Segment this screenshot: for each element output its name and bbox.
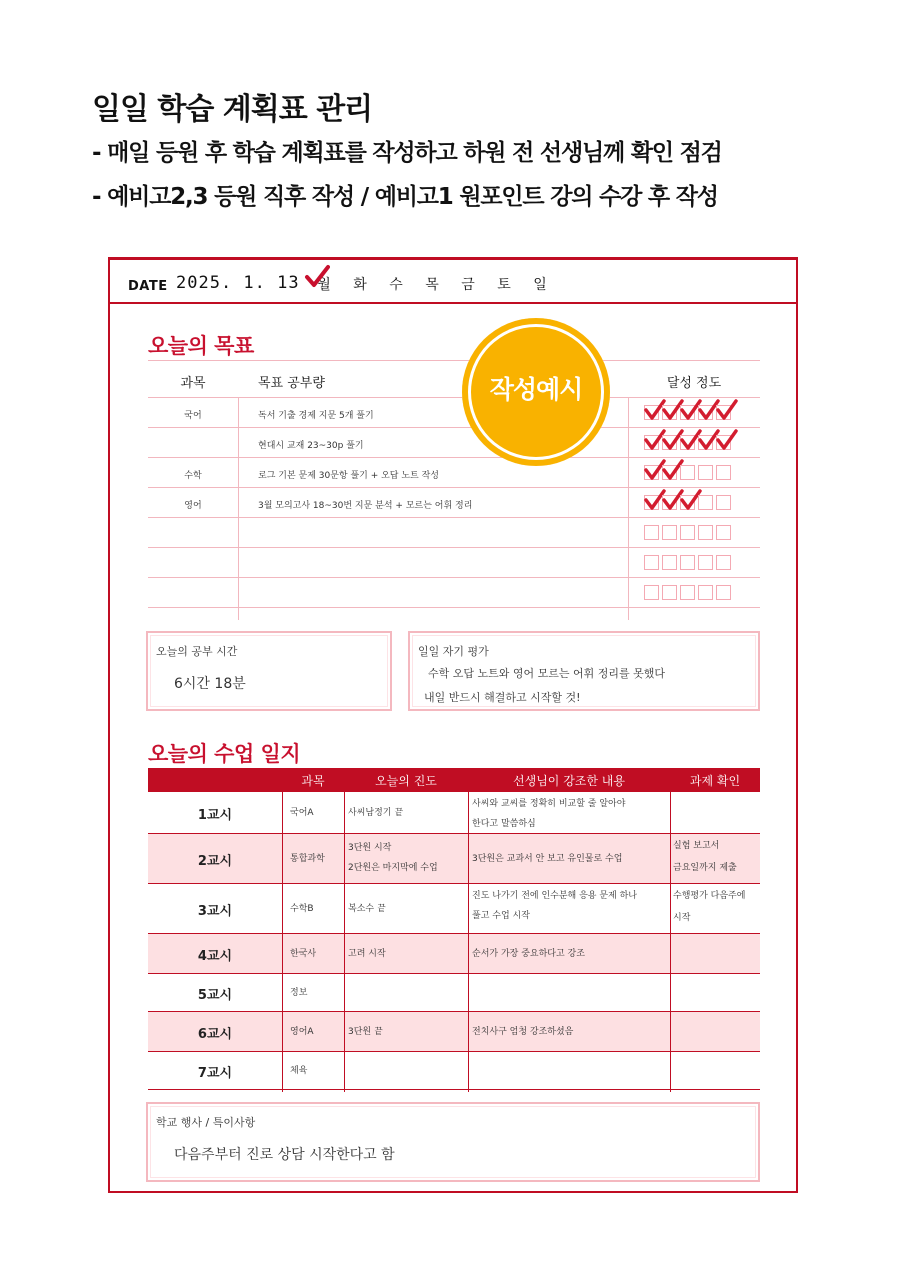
goals-col-rating: 달성 정도 <box>666 376 722 391</box>
lessons-col-emphasis: 선생님이 강조한 내용 <box>513 774 625 788</box>
weekday-option[interactable]: 목 <box>425 277 439 293</box>
goals-row <box>148 578 760 608</box>
events-text: 다음주부터 진로 상담 시작한다고 함 <box>174 1147 395 1163</box>
check-icon <box>716 399 738 421</box>
lesson-emphasis: 사씨와 교씨를 정확히 비교할 줄 알아야 <box>472 799 626 809</box>
weekday-option[interactable]: 수 <box>389 277 403 293</box>
self-eval-panel <box>408 631 760 711</box>
instruction-line-2: - 예비고2,3 등원 직후 작성 / 예비고1 원포인트 강의 수강 후 작성 <box>92 184 718 210</box>
rating-box-checked[interactable] <box>698 435 713 450</box>
lesson-task: 시작 <box>673 913 691 923</box>
lesson-progress: 고려 시작 <box>348 949 386 959</box>
goals-col-subject: 과목 <box>180 376 206 391</box>
goal-text: 독서 기출 경제 지문 5개 풀기 <box>258 411 374 421</box>
lesson-row <box>148 1052 760 1090</box>
lesson-emphasis: 한다고 말씀하심 <box>472 819 536 829</box>
rating-box-empty[interactable] <box>716 555 731 570</box>
weekday-option[interactable]: 일 <box>533 277 547 293</box>
rating-box-empty[interactable] <box>662 555 677 570</box>
rating-box-checked[interactable] <box>698 405 713 420</box>
lessons-col-progress: 오늘의 진도 <box>375 774 437 788</box>
goal-text: 로그 기본 문제 30문항 풀기 + 오답 노트 작성 <box>258 471 439 481</box>
lesson-subject: 국어A <box>290 808 314 818</box>
goals-col-goal: 목표 공부량 <box>258 376 325 391</box>
rating-box-checked[interactable] <box>662 435 677 450</box>
rating-box-empty[interactable] <box>644 555 659 570</box>
rating-box-empty[interactable] <box>680 555 695 570</box>
rating-box-empty[interactable] <box>662 585 677 600</box>
rating-box-checked[interactable] <box>716 435 731 450</box>
lessons-divider <box>282 792 283 1092</box>
goal-text: 현대시 교재 23~30p 풀기 <box>258 441 364 451</box>
check-icon <box>716 429 738 451</box>
lesson-emphasis: 진도 나가기 전에 인수분해 응용 문제 하나 <box>472 891 637 901</box>
instruction-line-1: - 매일 등원 후 학습 계획표를 작성하고 하원 전 선생님께 확인 점검 <box>92 140 722 166</box>
lesson-emphasis: 3단원은 교과서 안 보고 유인물로 수업 <box>472 854 623 864</box>
rating-box-checked[interactable] <box>680 435 695 450</box>
lesson-subject: 수학B <box>290 904 314 914</box>
goals-row <box>148 458 760 488</box>
rating-boxes <box>644 555 731 570</box>
rating-box-empty[interactable] <box>680 525 695 540</box>
lesson-period: 1교시 <box>197 808 233 823</box>
rating-boxes <box>644 405 731 420</box>
lesson-progress: 사씨남정기 끝 <box>348 808 404 818</box>
lesson-emphasis: 풀고 수업 시작 <box>472 911 530 921</box>
example-stamp <box>462 318 610 466</box>
goal-subject: 수학 <box>184 471 202 481</box>
study-time-label: 오늘의 공부 시간 <box>156 645 238 658</box>
rating-box-empty[interactable] <box>698 495 713 510</box>
rating-box-empty[interactable] <box>698 465 713 480</box>
lessons-header <box>148 768 760 792</box>
rating-box-empty[interactable] <box>644 585 659 600</box>
goals-row <box>148 518 760 548</box>
check-icon <box>304 264 330 290</box>
lesson-row <box>148 884 760 934</box>
rating-box-checked[interactable] <box>644 405 659 420</box>
lessons-rows <box>148 792 760 1090</box>
rating-box-empty[interactable] <box>716 495 731 510</box>
stamp-text: 작성예시 <box>489 375 583 404</box>
lesson-task: 수행평가 다음주에 <box>673 891 746 901</box>
weekday-option[interactable]: 화 <box>353 277 367 293</box>
rating-box-empty[interactable] <box>698 585 713 600</box>
lesson-period: 6교시 <box>197 1027 233 1042</box>
rating-box-checked[interactable] <box>662 405 677 420</box>
date-row <box>110 260 796 304</box>
lesson-progress: 복소수 끝 <box>348 904 386 914</box>
lesson-subject: 체육 <box>290 1066 308 1076</box>
lesson-period: 4교시 <box>197 949 233 964</box>
weekday-option-selected[interactable] <box>306 274 342 294</box>
goals-row <box>148 548 760 578</box>
planner-sheet <box>108 257 798 1193</box>
lesson-period: 7교시 <box>197 1066 233 1081</box>
goal-subject: 국어 <box>184 411 202 421</box>
weekday-selector <box>306 274 558 294</box>
self-eval-line-2: 내일 반드시 해결하고 시작할 것! <box>424 691 581 704</box>
rating-box-empty[interactable] <box>716 585 731 600</box>
rating-boxes <box>644 585 731 600</box>
rating-boxes <box>644 435 731 450</box>
study-time-value: 6시간 18분 <box>174 676 246 692</box>
study-time-panel <box>146 631 392 711</box>
lesson-subject: 영어A <box>290 1027 314 1037</box>
goal-subject: 영어 <box>184 501 202 511</box>
date-value: 2025. 1. 13 <box>176 273 300 293</box>
lesson-task: 금요일까지 제출 <box>673 863 737 873</box>
weekday-label: 월 <box>317 277 331 293</box>
rating-box-empty[interactable] <box>680 585 695 600</box>
lesson-progress: 3단원 시작 <box>348 843 392 853</box>
rating-box-empty[interactable] <box>698 555 713 570</box>
events-panel <box>146 1102 760 1182</box>
events-label: 학교 행사 / 특이사항 <box>156 1116 256 1129</box>
lesson-row <box>148 834 760 884</box>
lesson-period: 5교시 <box>197 988 233 1003</box>
lessons-divider <box>670 792 671 1092</box>
rating-box-checked[interactable] <box>680 495 695 510</box>
lessons-divider <box>344 792 345 1092</box>
lesson-row <box>148 1012 760 1052</box>
goal-text: 3월 모의고사 18~30번 지문 분석 + 모르는 어휘 정리 <box>258 501 473 511</box>
rating-box-empty[interactable] <box>680 465 695 480</box>
page-headings <box>92 88 892 218</box>
lesson-subject: 정보 <box>290 988 308 998</box>
lesson-row <box>148 934 760 974</box>
rating-box-empty[interactable] <box>644 525 659 540</box>
rating-box-empty[interactable] <box>716 465 731 480</box>
goals-row <box>148 398 760 428</box>
rating-boxes <box>644 465 731 480</box>
weekday-option[interactable]: 토 <box>497 277 511 293</box>
rating-boxes <box>644 525 731 540</box>
self-eval-line-1: 수학 오답 노트와 영어 모르는 어휘 정리를 못했다 <box>428 667 665 680</box>
lesson-progress: 3단원 끝 <box>348 1027 383 1037</box>
goals-header <box>148 360 760 398</box>
weekday-option[interactable]: 금 <box>461 277 475 293</box>
lessons-table <box>148 768 760 1090</box>
rating-boxes <box>644 495 731 510</box>
goals-table <box>148 360 760 608</box>
goals-title: 오늘의 목표 <box>148 334 254 358</box>
goals-rows <box>148 398 760 608</box>
goals-row <box>148 488 760 518</box>
goals-divider <box>238 398 239 620</box>
lesson-emphasis: 전치사구 엄청 강조하셨음 <box>472 1027 574 1037</box>
rating-box-checked[interactable] <box>662 495 677 510</box>
rating-box-empty[interactable] <box>698 525 713 540</box>
rating-box-checked[interactable] <box>644 435 659 450</box>
rating-box-checked[interactable] <box>644 495 659 510</box>
lessons-title: 오늘의 수업 일지 <box>148 742 301 766</box>
rating-box-checked[interactable] <box>644 465 659 480</box>
lesson-task: 실험 보고서 <box>673 841 720 851</box>
rating-box-checked[interactable] <box>716 405 731 420</box>
lesson-period: 2교시 <box>197 854 233 869</box>
lesson-row <box>148 792 760 834</box>
date-label: DATE <box>128 279 168 294</box>
rating-box-checked[interactable] <box>680 405 695 420</box>
lesson-period: 3교시 <box>197 904 233 919</box>
lesson-progress: 2단원은 마지막에 수업 <box>348 863 438 873</box>
lesson-emphasis: 순서가 가장 중요하다고 강조 <box>472 949 585 959</box>
lessons-col-task: 과제 확인 <box>689 774 741 788</box>
lesson-subject: 통합과학 <box>290 854 325 864</box>
self-eval-label: 일일 자기 평가 <box>418 645 489 658</box>
rating-box-checked[interactable] <box>662 465 677 480</box>
lessons-divider <box>468 792 469 1092</box>
lesson-subject: 한국사 <box>290 949 317 959</box>
lesson-row <box>148 974 760 1012</box>
rating-box-empty[interactable] <box>716 525 731 540</box>
page-title: 일일 학습 계획표 관리 <box>92 92 373 127</box>
goals-row <box>148 428 760 458</box>
goals-divider <box>628 398 629 620</box>
lessons-col-subject: 과목 <box>301 774 325 788</box>
rating-box-empty[interactable] <box>662 525 677 540</box>
